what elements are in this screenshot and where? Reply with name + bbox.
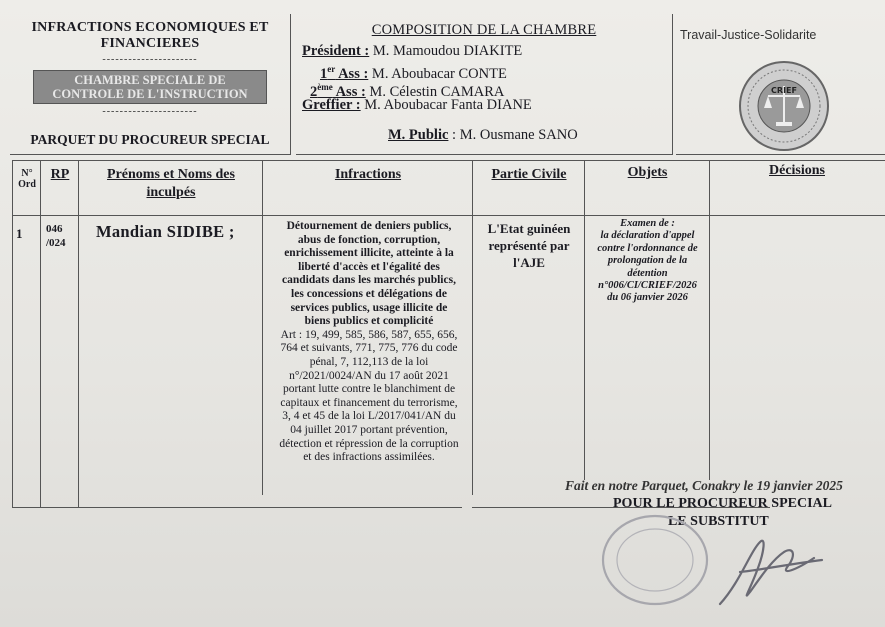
- infraction-article-line: pénal, 7, 112,113 de la loi: [309, 355, 429, 368]
- institution-title-line1: INFRACTIONS ECONOMIQUES ET: [31, 20, 269, 35]
- table-line: [709, 160, 710, 480]
- infraction-article-line: Art : 19, 499, 585, 586, 587, 655, 656,: [280, 328, 458, 341]
- header-names-line2: inculpés: [146, 185, 196, 200]
- header-rp: RP: [50, 167, 70, 182]
- crief-seal-icon: [738, 60, 830, 152]
- accused-name: Mandian SIDIBE ;: [96, 222, 235, 241]
- header-num-line1: N°: [21, 168, 33, 179]
- composition-block: [296, 14, 673, 155]
- president-name: M. Mamoudou DIAKITE: [369, 43, 523, 59]
- assessor2-sup: ème: [317, 82, 333, 92]
- chambre-line1: CHAMBRE SPECIALE DE: [74, 73, 226, 87]
- mpublic-name: : M. Ousmane SANO: [448, 127, 578, 143]
- chambre-box: [33, 70, 267, 104]
- seal-text: CRIEF: [771, 86, 797, 95]
- chambre-line2: CONTROLE DE L'INSTRUCTION: [52, 87, 248, 101]
- objet-line: détention: [627, 267, 668, 279]
- objet-line: n°006/CI/CRIEF/2026: [598, 280, 697, 292]
- infraction-bold-line: services publics, usage illicite de: [290, 301, 448, 314]
- parquet-title: PARQUET DU PROCUREUR SPECIAL: [30, 132, 270, 147]
- header-decisions: Décisions: [769, 163, 825, 178]
- objet-line: du 06 janvier 2026: [607, 292, 688, 304]
- table-line: [12, 215, 885, 216]
- header-num-line2: Ord: [18, 179, 36, 190]
- row-rp-line1: 046: [46, 223, 63, 235]
- composition-title: COMPOSITION DE LA CHAMBRE: [371, 22, 597, 38]
- header-names: [80, 166, 262, 202]
- row-number: 1: [16, 226, 23, 241]
- table-line: [262, 160, 263, 495]
- infraction-article-line: 04 juillet 2017 portant prévention,: [290, 423, 448, 436]
- partie-civile-line: l'AJE: [513, 255, 545, 270]
- infraction-article-line: portant lutte contre le blanchiment de: [282, 383, 456, 396]
- header-names-line1: Prénoms et Noms des: [107, 167, 235, 182]
- greffier-name: M. Aboubacar Fanta DIANE: [360, 97, 532, 113]
- institution-title: [10, 20, 290, 52]
- infraction-article-line: 764 et suivants, 771, 775, 776 du code: [280, 342, 458, 355]
- president-row: [302, 42, 522, 60]
- row-rp-line2: /024: [46, 237, 66, 249]
- header-partie-civile: Partie Civile: [491, 167, 567, 182]
- signatory-role: LE SUBSTITUT: [668, 514, 769, 529]
- cases-table: [12, 160, 885, 508]
- infraction-article-line: n°/2021/0024/AN du 17 août 2021: [289, 369, 449, 382]
- objet-line: Examen de :: [620, 218, 675, 229]
- infraction-bold-line: enrichissement illicite, atteinte à la: [284, 247, 454, 260]
- row-rp: [46, 222, 66, 250]
- greffier-label: Greffier :: [302, 97, 361, 113]
- assessor2-rest: Ass :: [332, 83, 366, 100]
- header-right-block: [676, 14, 885, 155]
- header-infractions: Infractions: [334, 167, 402, 182]
- assessor1-num: 1: [320, 65, 328, 82]
- institution-title-line2: FINANCIERES: [100, 36, 200, 51]
- objets-text: [586, 218, 709, 305]
- assessor1-name: M. Aboubacar CONTE: [368, 65, 507, 82]
- infraction-article-line: 3, 4 et 45 de la loi L/2017/041/AN du: [282, 410, 456, 423]
- header-objets: Objets: [627, 165, 668, 180]
- infraction-bold-line: abus de fonction, corruption,: [297, 233, 441, 246]
- table-line: [12, 507, 462, 508]
- ministere-public-row: [388, 126, 578, 144]
- president-label: Président :: [302, 43, 370, 59]
- infraction-bold-line: les concessions et délégations de: [291, 287, 447, 300]
- infractions-text: [264, 220, 474, 465]
- assessor2-num: 2: [310, 83, 318, 100]
- header-num: [14, 168, 40, 190]
- mpublic-label: M. Public: [388, 127, 449, 143]
- partie-civile-line: représenté par: [488, 238, 570, 253]
- infraction-bold-line: candidats dans les marchés publics,: [282, 274, 456, 287]
- table-line: [78, 160, 79, 508]
- infraction-article-line: capitaux et financement du terrorisme,: [280, 396, 458, 409]
- place-date-line: Fait en notre Parquet, Conakry le 19 janvier 2025: [565, 478, 843, 493]
- assessor1-rest: Ass :: [335, 65, 369, 82]
- separator-dash: ----------------------: [102, 54, 198, 65]
- table-line: [12, 160, 13, 508]
- infraction-bold-line: Détournement de deniers publics,: [286, 220, 452, 232]
- header-left-block: [10, 14, 291, 155]
- assessor1-sup: er: [327, 64, 336, 74]
- table-line: [584, 160, 585, 480]
- infraction-article-line: détection et répression de la corruption: [279, 437, 459, 450]
- stamp-signature-icon: [600, 512, 840, 622]
- infraction-bold-line: liberté d'accès et l'égalité des: [298, 260, 440, 273]
- objet-line: prolongation de la: [607, 255, 688, 267]
- table-line: [12, 160, 885, 161]
- greffier-row: [302, 96, 532, 114]
- partie-civile-text: [474, 220, 584, 271]
- table-line: [40, 160, 41, 508]
- partie-civile-line: L'Etat guinéen: [487, 221, 571, 236]
- objet-line: contre l'ordonnance de: [597, 242, 698, 254]
- national-motto: Travail-Justice-Solidarite: [680, 28, 817, 42]
- infraction-bold-line: biens publics et complicité: [304, 315, 434, 328]
- objet-line: la déclaration d'appel: [600, 230, 695, 242]
- infraction-article-line: et des infractions assimilées.: [303, 451, 435, 464]
- signatory-title: POUR LE PROCUREUR SPECIAL: [613, 496, 832, 511]
- assessor2-name: M. Célestin CAMARA: [365, 83, 505, 100]
- separator-dash: ----------------------: [102, 106, 198, 117]
